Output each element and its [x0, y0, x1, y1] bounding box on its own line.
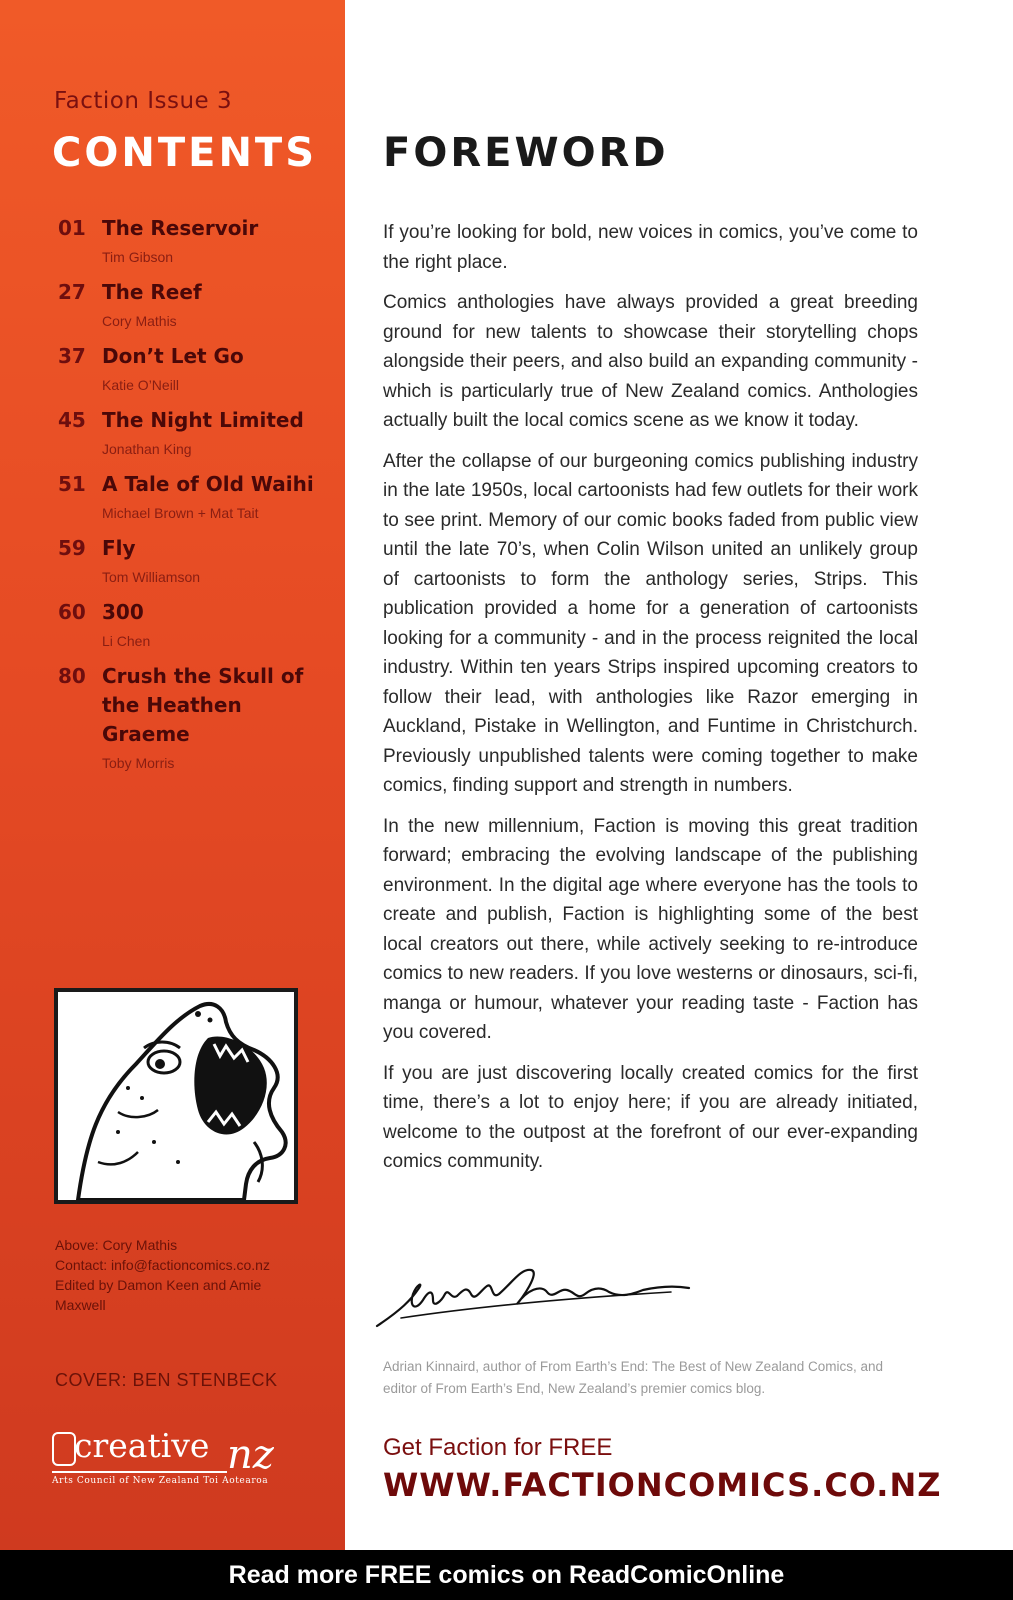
get-faction-free: Get Faction for FREE — [383, 1434, 613, 1461]
logo-rule — [52, 1471, 227, 1473]
foreword-body — [383, 218, 918, 1188]
issue-label: Faction Issue 3 — [54, 88, 233, 114]
toc-author: Toby Morris — [102, 755, 175, 771]
contents-heading: CONTENTS — [52, 130, 318, 176]
creative-nz-emblem-icon — [52, 1432, 76, 1466]
toc-story-title: Fly — [102, 536, 136, 560]
toc-entry[interactable] — [58, 598, 328, 653]
toc-author: Tim Gibson — [102, 249, 174, 265]
toc-entry[interactable] — [58, 214, 328, 269]
toc-page-number: 60 — [58, 600, 86, 624]
toc-author: Michael Brown + Mat Tait — [102, 505, 259, 521]
toc-entry[interactable] — [58, 406, 328, 461]
foreword-paragraph: If you are just discovering locally created comics for the first time, there’s a lot to enjoy here; if you are already initiated, welcome to the outpost at the forefront of our ever-expanding comics community. — [383, 1062, 918, 1172]
toc-author: Tom Williamson — [102, 569, 201, 585]
toc-page-number: 51 — [58, 472, 86, 496]
logo-nz: nz — [227, 1432, 274, 1478]
cover-credit: COVER: BEN STENBECK — [55, 1370, 278, 1390]
toc-story-title: The Reef — [102, 280, 202, 304]
foreword-paragraph: Comics anthologies have always provided a great breeding ground for new talents to showcase their storytelling chops alongside their peers, and also build an expanding community - which is particularly true of New Zealand comics. Anthologies actually built the local comics scene as we know it today. — [383, 292, 918, 431]
toc-page-number: 37 — [58, 344, 86, 368]
toc-page-number: 59 — [58, 536, 86, 560]
logo-subtitle: Arts Council of New Zealand Toi Aotearoa — [52, 1476, 269, 1486]
credits — [55, 1235, 315, 1315]
signature — [371, 1260, 701, 1340]
toc-entry[interactable] — [58, 342, 328, 397]
toc-story-title: The Reservoir — [102, 216, 259, 240]
website-link[interactable]: WWW.FACTIONCOMICS.CO.NZ — [383, 1466, 942, 1504]
toc-story-title: The Night Limited — [102, 408, 304, 432]
toc-page-number: 80 — [58, 664, 86, 688]
toc-author: Jonathan King — [102, 441, 192, 457]
toc-author: Cory Mathis — [102, 313, 177, 329]
toc-entry[interactable] — [58, 278, 328, 333]
author-attribution: Adrian Kinnaird, author of From Earth’s End: The Best of New Zealand Comics, and editor of From Earth’s End, New Zealand’s premier comics blog. — [383, 1359, 884, 1396]
foreword-paragraph: If you’re looking for bold, new voices in comics, you’ve come to the right place. — [383, 222, 918, 273]
toc-page-number: 01 — [58, 216, 86, 240]
toc-page-number: 27 — [58, 280, 86, 304]
toc-entry[interactable] — [58, 470, 328, 525]
toc-story-title: 300 — [102, 600, 144, 624]
foreword-heading: FOREWORD — [383, 130, 669, 176]
contents-panel — [0, 0, 345, 1550]
bottom-banner[interactable]: Read more FREE comics on ReadComicOnline — [0, 1550, 1013, 1600]
foreword-paragraph: In the new millennium, Faction is moving this great tradition forward; embracing the evolving landscape of the publishing environment. In the digital age where everyone has the tools to create and publish, Faction is highlighting some of the best local creators out there, while actively seeking to re-introduce comics to new readers. If you love westerns or dinosaurs, sci-fi, manga or humour, whatever your reading taste - Faction has you covered. — [383, 815, 918, 1043]
creative-nz-logo — [52, 1426, 322, 1490]
logo-wordmark: creative — [74, 1426, 210, 1465]
toc-story-title: A Tale of Old Waihi — [102, 472, 314, 496]
table-of-contents — [58, 214, 328, 784]
illustration-credit: Above: Cory Mathis — [55, 1237, 178, 1253]
dinosaur-drawing — [58, 992, 294, 1200]
editors-credit: Edited by Damon Keen and Amie Maxwell — [55, 1277, 262, 1313]
toc-entry[interactable] — [58, 662, 328, 775]
toc-page-number: 45 — [58, 408, 86, 432]
toc-story-title: Don’t Let Go — [102, 344, 244, 368]
toc-entry[interactable] — [58, 534, 328, 589]
toc-story-title: Crush the Skull of the Heathen Graeme — [102, 664, 304, 746]
contact-email[interactable]: Contact: info@factioncomics.co.nz — [55, 1257, 270, 1273]
dinosaur-illustration — [54, 988, 298, 1204]
foreword-paragraph: After the collapse of our burgeoning comics publishing industry in the late 1950s, local cartoonists had few outlets for their work to see print. Memory of our comic books faded from public view until the late 70’s, when Colin Wilson united an unlikely group of cartoonists to form the anthology series, Strips. This publication provided a home for a generation of cartoonists looking for a community - and in the process reignited the local industry. Within ten years Strips inspired upcoming creators to follow their lead, with anthologies like Razor emerging in Auckland, Pistake in Wellington, and Funtime in Christchurch. Previously unpublished talents were coming together to make comics, finding support and strength in numbers. — [383, 450, 918, 796]
toc-author: Li Chen — [102, 633, 151, 649]
toc-author: Katie O’Neill — [102, 377, 180, 393]
